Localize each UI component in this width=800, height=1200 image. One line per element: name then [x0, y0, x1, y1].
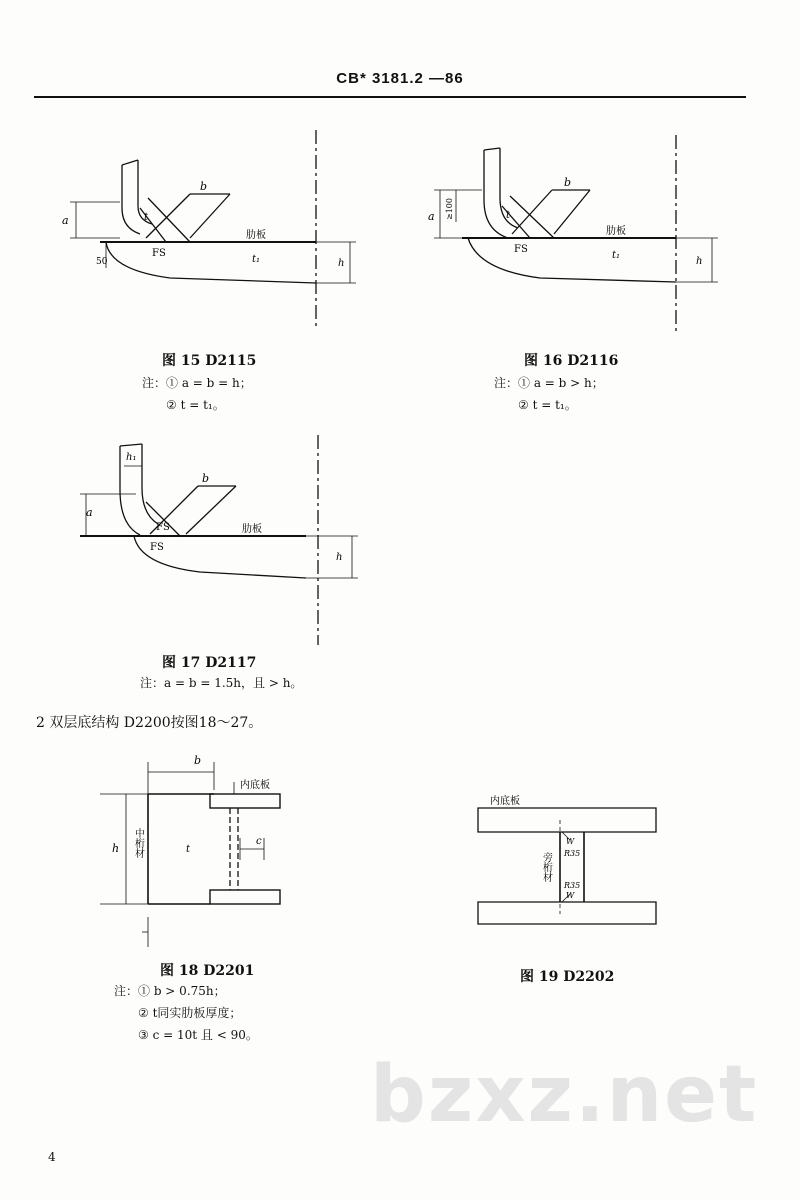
fig16-label-plate: 肋板 — [606, 226, 626, 237]
fig18-label-girder: 中桁材 — [132, 828, 144, 858]
fig19-label-girder: 旁桁材 — [540, 852, 552, 882]
fig15-label-h: h — [338, 258, 345, 269]
fig15-label-fs: FS — [152, 248, 166, 259]
fig17-label-a: a — [86, 506, 93, 519]
fig15-label-b: b — [200, 180, 208, 193]
fig17-note-1: 注：a = b = 1.5h，且 > h。 — [140, 676, 303, 690]
fig15-caption: 图 15 D2115 — [162, 353, 257, 369]
fig17-label-b: b — [202, 472, 210, 485]
figure-15-drawing — [40, 120, 370, 340]
fig16-label-h: h — [696, 256, 703, 267]
fig18-label-b: b — [194, 754, 202, 767]
fig19-label-r35-upper: R35 — [564, 849, 581, 858]
section-2-heading: 2 双层底结构 D2200按图18～27。 — [36, 715, 263, 731]
page-number: 4 — [48, 1150, 56, 1164]
figure-17-drawing — [60, 430, 380, 650]
fig17-caption: 图 17 D2117 — [162, 655, 257, 671]
fig17-label-h1: h₁ — [126, 452, 137, 463]
watermark: bzxz.net — [370, 1050, 759, 1140]
fig18-label-inner-bottom: 内底板 — [240, 780, 270, 791]
figure-19-drawing — [460, 790, 680, 940]
fig16-note-1: 注：① a = b > h； — [494, 376, 604, 390]
document-code: CB* 3181.2 —86 — [336, 70, 464, 87]
fig18-label-t: t — [186, 844, 191, 855]
figure-18-drawing — [90, 742, 310, 952]
fig18-label-c: c — [256, 836, 262, 847]
fig16-dim-100: ≥100 — [445, 198, 454, 220]
fig15-label-t1: t₁ — [252, 254, 261, 265]
fig16-note-2: ② t = t₁。 — [518, 398, 577, 412]
fig18-note-2: ② t同实肋板厚度； — [138, 1006, 242, 1020]
fig15-note-1: 注：① a = b = h； — [142, 376, 252, 390]
fig19-label-r35-lower: R35 — [564, 881, 581, 890]
header-rule — [34, 96, 746, 98]
fig16-label-t1: t₁ — [612, 250, 621, 261]
fig15-note-2: ② t = t₁。 — [166, 398, 225, 412]
fig19-label-inner-bottom: 内底板 — [490, 796, 520, 807]
fig16-label-fs: FS — [514, 244, 528, 255]
fig19-label-w-lower: W — [566, 891, 575, 900]
fig18-note-3: ③ c = 10t 且 < 90。 — [138, 1028, 258, 1042]
fig18-label-h: h — [112, 842, 120, 855]
fig17-label-h: h — [336, 552, 343, 563]
fig17-label-plate: 肋板 — [242, 524, 262, 535]
fig19-caption: 图 19 D2202 — [520, 969, 615, 985]
fig15-dim-50: 50 — [96, 257, 108, 267]
fig16-label-b: b — [564, 176, 572, 189]
fig15-label-a: a — [62, 214, 69, 227]
figure-16-drawing — [420, 130, 750, 340]
fig17-label-fs-lower: FS — [150, 542, 164, 553]
fig15-label-plate: 肋板 — [246, 230, 266, 241]
fig19-label-w-upper: W — [566, 837, 575, 846]
fig18-note-1: 注：① b > 0.75h； — [114, 984, 226, 998]
fig17-label-fs-upper: FS — [156, 522, 170, 533]
fig16-caption: 图 16 D2116 — [524, 353, 619, 369]
fig16-label-a: a — [428, 210, 435, 223]
fig18-caption: 图 18 D2201 — [160, 963, 255, 979]
fig15-label-t: t — [144, 212, 149, 223]
fig16-label-t: t — [506, 210, 511, 221]
